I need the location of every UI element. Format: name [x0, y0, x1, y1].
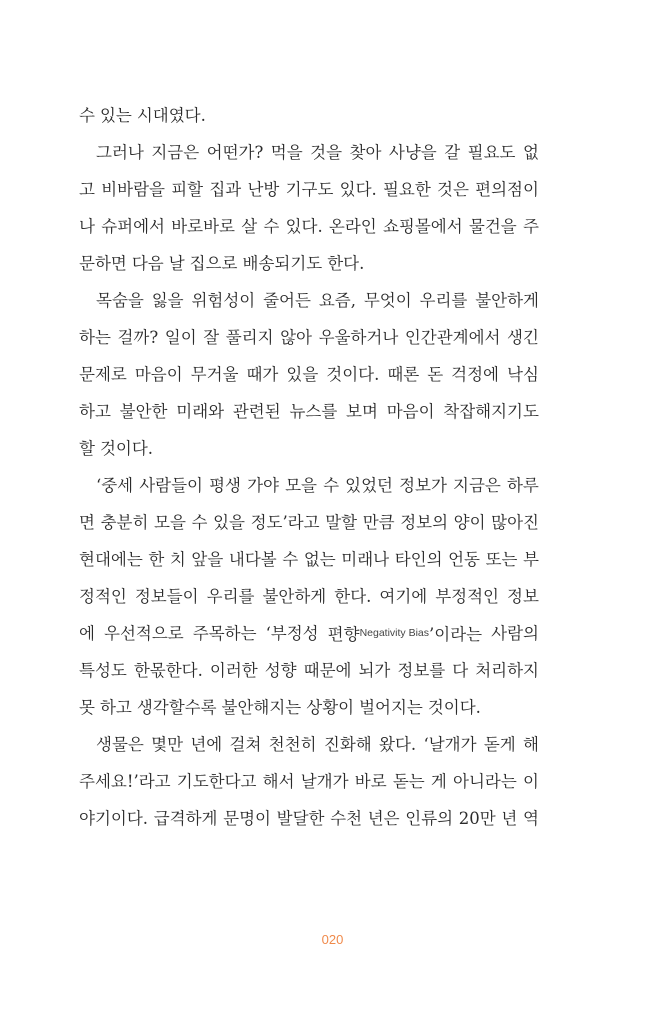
word: 집으로: [189, 254, 238, 273]
word: 때가: [246, 365, 279, 384]
word: 주: [522, 217, 539, 236]
word: 필요한: [382, 180, 431, 199]
word: 이: [523, 772, 539, 791]
word: 돈: [427, 365, 444, 384]
word: 한다.: [334, 587, 372, 606]
word: 생물은: [96, 735, 144, 754]
word: 가야: [247, 476, 279, 495]
word: 해서: [262, 772, 295, 791]
word: 불안해지는: [221, 698, 302, 717]
page-number: 020: [321, 932, 344, 947]
text-line: [79, 393, 539, 430]
word: 무거울: [190, 365, 239, 384]
text-line: [79, 467, 539, 504]
word: 사람의: [491, 624, 539, 643]
word: 기도한다고: [176, 772, 257, 791]
word: 목숨을: [96, 291, 144, 310]
word: 먹을: [270, 143, 303, 162]
word: 것을: [310, 143, 343, 162]
word: 뉴스를: [289, 402, 338, 421]
word: 지금은: [151, 143, 200, 162]
word: 못: [79, 698, 95, 717]
word: 수: [263, 217, 280, 236]
word: 그러나: [96, 143, 144, 162]
word: 다: [452, 661, 469, 680]
word: 하고: [99, 698, 132, 717]
word: 난방: [247, 180, 280, 199]
word: 부정적인: [435, 587, 499, 606]
word: 타인의: [394, 550, 443, 569]
word: 정보: [507, 587, 539, 606]
word: 고: [79, 180, 95, 199]
word: 인간관계에서: [404, 328, 501, 347]
word: 수: [191, 513, 208, 532]
word: 없는: [303, 550, 336, 569]
word: 낙심: [507, 365, 539, 384]
word: 게: [430, 772, 447, 791]
word: 년: [501, 809, 518, 828]
word: 피할: [171, 180, 204, 199]
word: 지금은: [453, 476, 501, 495]
word: 때문에: [303, 661, 352, 680]
word: ‘중세: [96, 476, 134, 495]
word: 한몫한다.: [133, 661, 203, 680]
text-line: [79, 541, 539, 578]
word: 많아진: [491, 513, 539, 532]
word: 잘: [203, 328, 220, 347]
word: 갈: [444, 143, 461, 162]
word: 있을: [286, 365, 319, 384]
word: 정보를: [397, 661, 446, 680]
word: 수: [282, 550, 299, 569]
word: 쇼핑몰에서: [382, 217, 463, 236]
word: 인류의: [405, 809, 454, 828]
word: 20만: [458, 809, 496, 828]
text-line: [79, 430, 539, 467]
text-line: [79, 208, 539, 245]
text-line: [79, 171, 539, 208]
word: 문명이: [223, 809, 271, 828]
word: 다음: [131, 254, 164, 273]
word: 미래나: [341, 550, 390, 569]
word: 있었던: [345, 476, 393, 495]
word: 날: [168, 254, 185, 273]
word: 부: [523, 550, 539, 569]
text-line: [79, 800, 539, 837]
word: 정도’라고: [250, 513, 320, 532]
word: 한다.: [327, 254, 365, 273]
word: 바로: [354, 772, 387, 791]
word: 여기에: [379, 587, 428, 606]
word: 온라인: [328, 217, 377, 236]
word: 수천: [330, 809, 363, 828]
text-line: [79, 652, 539, 689]
word: 발달한: [276, 809, 325, 828]
word: 슈퍼에서: [101, 217, 165, 236]
word: 급격하게: [153, 809, 218, 828]
word: 기구도: [285, 180, 334, 199]
text-line: [79, 689, 539, 726]
word: 모을: [154, 513, 186, 532]
word: 불안하게: [262, 587, 327, 606]
word: 날개가: [300, 772, 349, 791]
text-line: [79, 319, 539, 356]
word: 수: [79, 106, 95, 125]
word: 우울하거나: [318, 328, 399, 347]
word: 착잡해지기도: [443, 402, 539, 421]
word: 것이다.: [326, 365, 380, 384]
word: 때론: [387, 365, 420, 384]
word: 하는: [79, 328, 111, 347]
word: 풀리지: [225, 328, 274, 347]
text-line: [79, 97, 539, 134]
word: 년에: [190, 735, 223, 754]
word: 사람들이: [139, 476, 203, 495]
word: 마음이: [134, 365, 183, 384]
word: 우선적으로: [104, 624, 184, 643]
word: 언동: [448, 550, 480, 569]
word: 특성도: [79, 661, 127, 680]
word: 에: [79, 624, 95, 643]
word: 몇만: [151, 735, 184, 754]
word: 면: [79, 513, 95, 532]
word: 줄어든: [263, 291, 311, 310]
word: 할: [79, 439, 95, 458]
word: 불안하게: [475, 291, 539, 310]
word: ‘날개가: [423, 735, 477, 754]
word: 잃을: [151, 291, 184, 310]
word: 걸까?: [117, 328, 159, 347]
text-line: [79, 245, 539, 282]
word: 벌어지는: [359, 698, 423, 717]
word: 무엇이: [363, 291, 412, 310]
text-line: [79, 282, 539, 319]
word: 있다.: [285, 217, 323, 236]
word: 생긴: [507, 328, 539, 347]
text-line: [79, 356, 539, 393]
word: 모을: [285, 476, 317, 495]
word: 또는: [485, 550, 518, 569]
word: 어떤가?: [206, 143, 264, 162]
word: 미래와: [176, 402, 225, 421]
word: 시대였다.: [136, 106, 206, 125]
word: 편의점이: [475, 180, 539, 199]
word: 해: [523, 735, 539, 754]
word: 필요도: [467, 143, 516, 162]
word: 상황이: [306, 698, 355, 717]
word: 비바람을: [101, 180, 165, 199]
word: 바로바로: [171, 217, 235, 236]
word: 아니라는: [453, 772, 517, 791]
word: 현대에는: [79, 550, 143, 569]
word: 않아: [280, 328, 312, 347]
word: 돋는: [392, 772, 425, 791]
word: 있을: [213, 513, 245, 532]
word: 년은: [367, 809, 400, 828]
word: 배송되기도: [242, 254, 323, 273]
word: 나: [79, 217, 95, 236]
word: 물건을: [468, 217, 517, 236]
word: 편향$^{Negativity Bias}$’이라는: [327, 625, 483, 644]
word: 하루: [506, 476, 539, 495]
word: 것이다.: [99, 439, 154, 458]
word: 치: [169, 550, 186, 569]
word: 진화해: [323, 735, 372, 754]
english-gloss: Negativity Bias: [359, 627, 430, 639]
word: 왔다.: [379, 735, 417, 754]
word: 돋게: [483, 735, 516, 754]
word: 우리를: [419, 291, 468, 310]
word: 하고: [79, 402, 111, 421]
word: 살: [241, 217, 258, 236]
word: 없: [522, 143, 539, 162]
word: 걱정에: [451, 365, 499, 384]
text-line: [79, 134, 539, 171]
word: 뇌가: [358, 661, 391, 680]
word: ‘부정성: [265, 624, 319, 643]
word: 보며: [346, 402, 378, 421]
word: 처리하지: [475, 661, 539, 680]
word: 생각할수록: [136, 698, 217, 717]
book-page-body: [79, 97, 539, 837]
text-line: [79, 726, 539, 763]
word: 주목하는: [192, 624, 257, 643]
word: 역: [522, 809, 539, 828]
text-line: [79, 578, 539, 615]
word: 마음이: [386, 402, 435, 421]
word: 문하면: [79, 254, 127, 273]
word: 정보들이: [134, 587, 199, 606]
word: 걸쳐: [229, 735, 262, 754]
word: 정적인: [79, 587, 127, 606]
word: 것이다.: [427, 698, 481, 717]
word: 있는: [99, 106, 132, 125]
word: 야기이다.: [79, 809, 149, 828]
word: 만큼: [362, 513, 395, 532]
word: 우리를: [206, 587, 255, 606]
word: 찾아: [349, 143, 382, 162]
word: 앞을: [191, 550, 224, 569]
word: 성향: [264, 661, 297, 680]
word: 것은: [437, 180, 469, 199]
text-line: [79, 763, 539, 800]
word: 말할: [325, 513, 358, 532]
word: 관련된: [232, 402, 281, 421]
word: 내다볼: [228, 550, 277, 569]
word: 양이: [453, 513, 486, 532]
word: 정보의: [400, 513, 449, 532]
word: 천천히: [268, 735, 317, 754]
word: 이러한: [209, 661, 258, 680]
word: 일이: [164, 328, 197, 347]
word: 요즘,: [318, 291, 356, 310]
word: 충분히: [100, 513, 149, 532]
word: 정보가: [399, 476, 447, 495]
word: 집과: [209, 180, 242, 199]
word: 사냥을: [388, 143, 437, 162]
word: 한: [148, 550, 165, 569]
text-line: [79, 615, 539, 652]
word: 위험성이: [191, 291, 256, 310]
text-line: [79, 504, 539, 541]
word: 평생: [209, 476, 241, 495]
word: 문제로: [79, 365, 127, 384]
word: 수: [323, 476, 340, 495]
word: 있다.: [339, 180, 377, 199]
word: 불안한: [119, 402, 168, 421]
word: 주세요!’라고: [79, 772, 171, 791]
